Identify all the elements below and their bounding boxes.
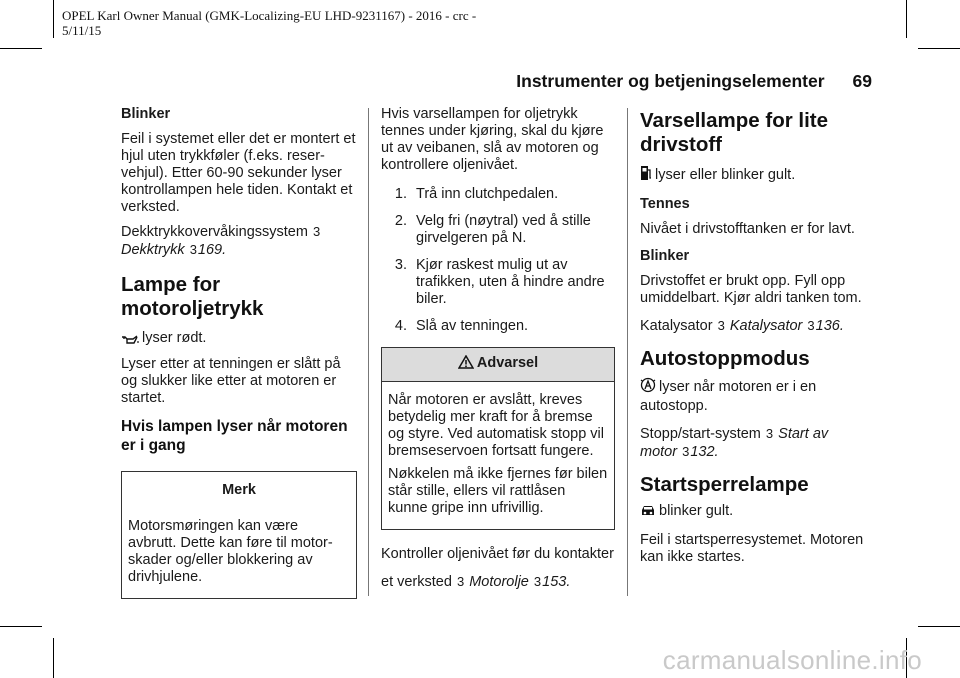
list-item: 4. Slå av tenningen.: [394, 318, 529, 334]
blinker-label: Blinker: [121, 106, 171, 122]
list-item: 3. Kjør raskest mulig ut av trafikken, uten å hindre andre biler.: [394, 257, 605, 307]
cross-reference-arrow-icon: 3: [189, 242, 197, 257]
tennes-label: Tennes: [640, 196, 690, 212]
oil-lamp-line: lyser rødt.: [121, 330, 357, 349]
meta-line-1: OPEL Karl Owner Manual (GMK-Localizing-EU LHD-9231167) - 2016 - crc -: [62, 8, 477, 23]
warning-paragraph-1: Når motoren er avslått, kreves betydelig mer kraft for å bremse og styre. Ved automatisk stopp vil bremseservoen fortsatt fungere.: [388, 392, 604, 459]
list-item: 1. Trå inn clutchpedalen.: [394, 186, 559, 202]
immobiliser-heading: Startsperrelampe: [640, 473, 809, 496]
warning-box: [381, 347, 615, 530]
autostop-text: lyser når motoren er i en autostopp.: [640, 379, 817, 414]
reference-page: 169.: [197, 242, 227, 258]
running-header: [516, 71, 872, 92]
cross-reference-arrow-icon: 3: [807, 318, 815, 333]
reference-page: 136.: [815, 318, 844, 334]
note-title: Merk: [222, 482, 256, 498]
reference-link[interactable]: Dekktrykk: [121, 242, 185, 258]
oil-intro: Hvis varsellampen for oljetrykk tennes under kjøring, skal du kjøre ut av veibanen, slå av motoren og kontrollere oljenivået.: [381, 106, 604, 173]
cross-reference-arrow-icon: 3: [765, 426, 774, 441]
low-fuel-heading: Varsellampe for lite drivstoff: [640, 109, 829, 156]
reference-link[interactable]: motor: [640, 444, 678, 460]
reference-link[interactable]: Start av: [778, 426, 829, 442]
tpms-reference: Dekktrykkovervåkingssystem 3 Dekktrykk 3169.: [121, 224, 321, 258]
note-text: Motorsmøringen kan være avbrutt. Dette kan føre til motorskader og/eller blokkering av drivhjulene.: [128, 518, 333, 585]
cross-reference-arrow-icon: 3: [533, 574, 542, 589]
crop-mark: [53, 0, 54, 38]
watermark: carmanualsonline.info: [662, 645, 922, 675]
engine-running-subheading: Hvis lampen lyser når motoren er i gang: [121, 418, 348, 454]
fuel-pump-icon: [640, 165, 652, 186]
catalyst-reference: Katalysator 3 Katalysator 3136.: [640, 318, 844, 334]
warning-triangle-icon: [458, 355, 474, 374]
stop-start-reference: Stopp/start-system 3 Start av motor 3132.: [640, 426, 829, 460]
oil-lamp-paragraph: Lyser etter at tenningen er slått på og slukker like etter at motoren er startet.: [121, 356, 341, 406]
warning-header: [382, 348, 614, 382]
reference-page: 132.: [690, 444, 719, 460]
cross-reference-arrow-icon: 3: [682, 444, 690, 459]
crop-mark: [918, 48, 960, 49]
oil-can-icon: [121, 332, 139, 349]
reference-page: 153.: [542, 574, 571, 590]
column-1: [121, 106, 357, 607]
list-item: 2. Velg fri (nøytral) ved å stille girvelgeren på N.: [394, 213, 591, 246]
oil-pressure-heading: Lampe for motoroljetrykk: [121, 273, 264, 320]
note-box: [121, 471, 357, 599]
warning-paragraph-2: Nøkkelen må ikke fjernes før bilen står stille, ellers vil rattlåsen kunne gripe inn ufrivillig.: [388, 466, 608, 516]
crop-mark: [906, 0, 907, 38]
immobiliser-text: Feil i startsperresystemet. Motoren kan ikke startes.: [640, 532, 864, 565]
cross-reference-arrow-icon: 3: [717, 318, 725, 333]
tennes-text: Nivået i drivstofftanken er for lavt.: [640, 221, 855, 237]
closing-reference: et verksted 3 Motorolje 3153.: [381, 574, 571, 590]
autostop-a-icon: [640, 377, 656, 398]
autostop-heading: Autostoppmodus: [640, 347, 810, 370]
column-divider: [627, 108, 628, 596]
crop-mark: [53, 638, 54, 678]
column-3: [640, 106, 866, 573]
reference-link[interactable]: Motorolje: [469, 574, 529, 590]
blinker-text: Drivstoffet er brukt opp. Fyll opp umiddelbart. Kjør aldri tanken tom.: [640, 273, 862, 306]
reference-link[interactable]: Katalysator: [729, 318, 803, 334]
crop-mark: [0, 626, 42, 627]
column-2: [381, 106, 615, 598]
blinker-label: Blinker: [640, 248, 690, 264]
cross-reference-arrow-icon: 3: [456, 574, 465, 589]
immobiliser-lamp-line: blinker gult.: [640, 503, 866, 522]
fuel-lamp-line: lyser eller blinker gult.: [640, 165, 866, 186]
crop-mark: [0, 48, 42, 49]
section-title: Instrumenter og betjeningselementer: [516, 71, 825, 91]
closing-line: Kontroller oljenivået før du kontakter: [381, 546, 614, 562]
blinker-text: Feil i systemet eller det er montert et hjul uten trykkføler (f.eks. reservehjul). Etter 60-90 sekunder lyser kontrollampen hele tiden. Kontakt et verksted.: [121, 131, 356, 215]
crop-mark: [918, 626, 960, 627]
car-key-icon: [640, 503, 656, 522]
steps-list: [381, 186, 615, 335]
warning-title: Advarsel: [476, 355, 539, 371]
column-divider: [368, 108, 369, 596]
meta-line-2: 5/11/15: [62, 23, 102, 38]
cross-reference-arrow-icon: 3: [312, 224, 321, 239]
document-meta: [62, 8, 542, 38]
page-number: 69: [852, 71, 872, 91]
